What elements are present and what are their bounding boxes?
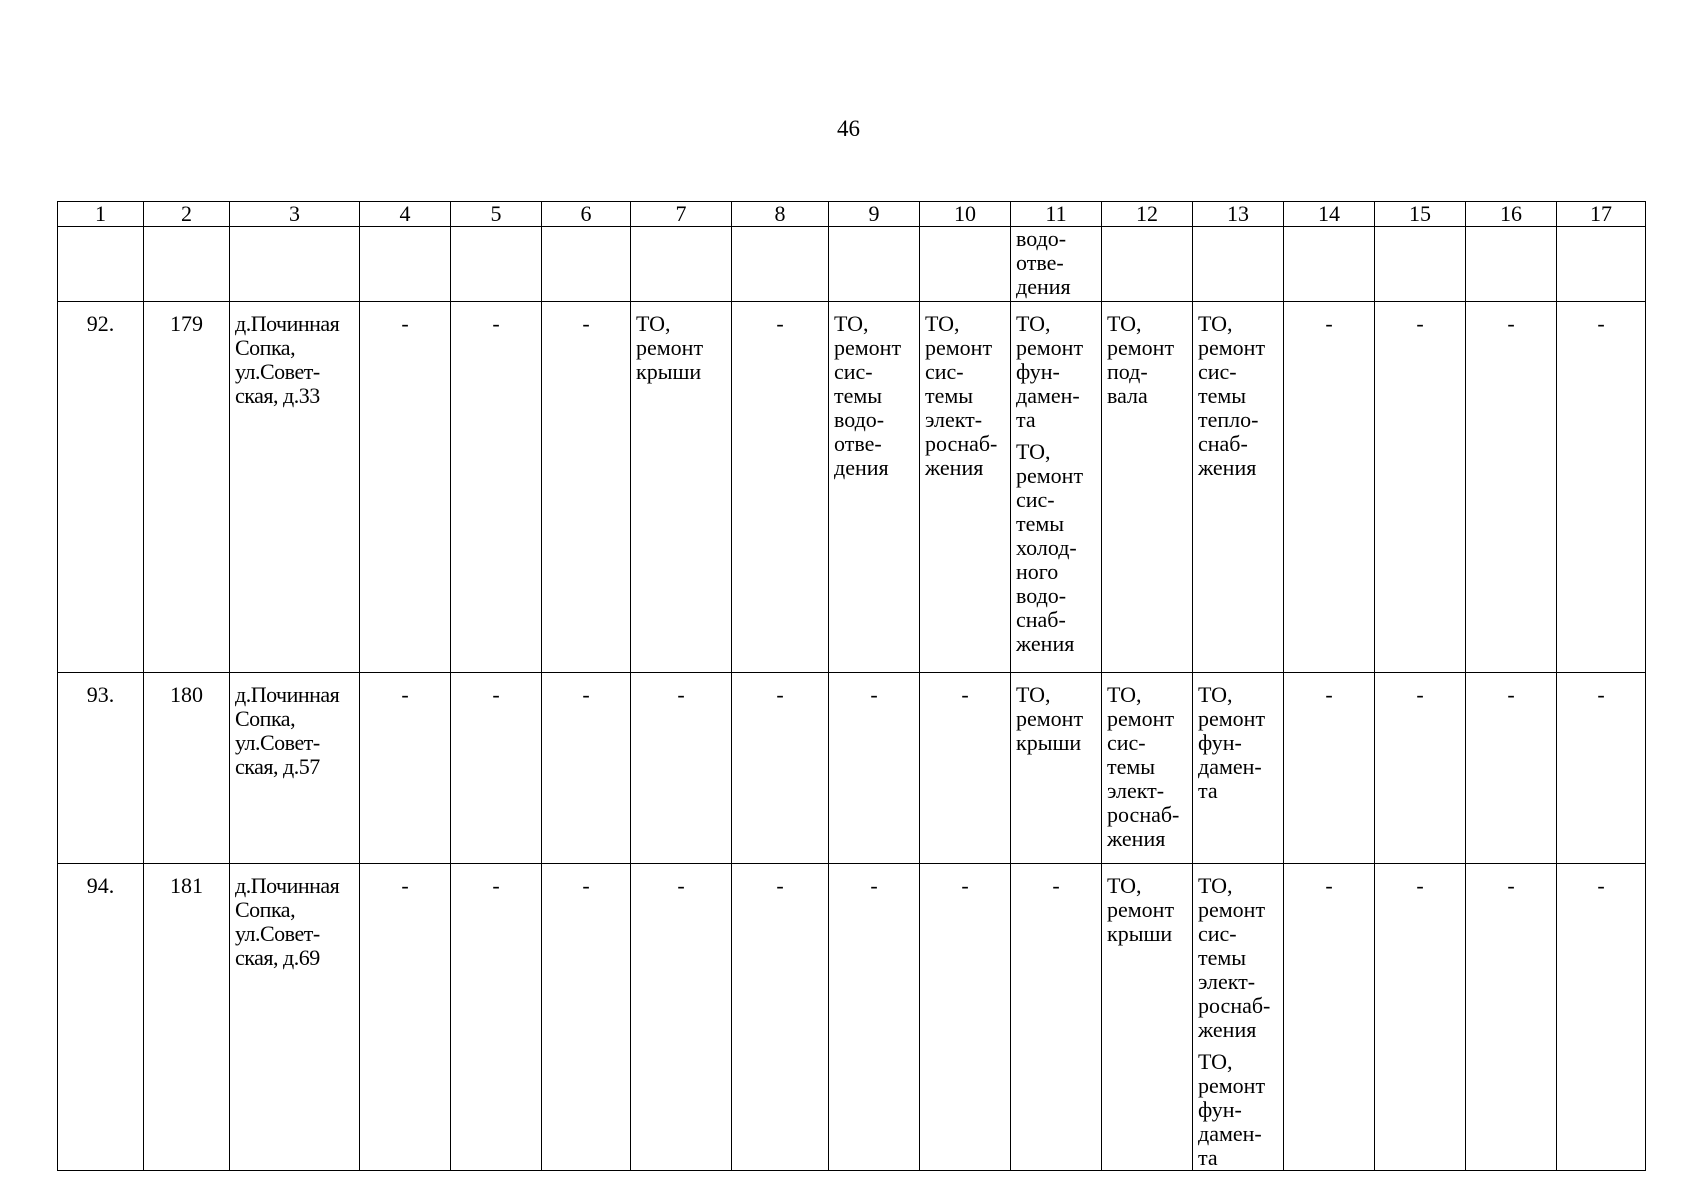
- column-header: 7: [631, 202, 732, 227]
- table-cell: -: [360, 302, 451, 673]
- table-cell: -: [732, 864, 829, 1171]
- table-cell: ТО, ремонт сис- темы элект- роснаб- жения: [1102, 673, 1193, 864]
- table-cell: -: [360, 864, 451, 1171]
- column-header: 11: [1011, 202, 1102, 227]
- table-cell: -: [732, 302, 829, 673]
- table-row: [58, 673, 1646, 864]
- table-cell: [451, 227, 542, 302]
- table-cell: -: [631, 864, 732, 1171]
- table-cell: -: [1557, 302, 1646, 673]
- table-cell: [1284, 227, 1375, 302]
- table-cell: -: [631, 673, 732, 864]
- column-header: 15: [1375, 202, 1466, 227]
- column-header: 12: [1102, 202, 1193, 227]
- column-header: 4: [360, 202, 451, 227]
- table-cell: ТО, ремонт сис- темы водо- отве- дения: [829, 302, 920, 673]
- column-header: 14: [1284, 202, 1375, 227]
- table-cell: -: [732, 673, 829, 864]
- table-cell: -: [1375, 302, 1466, 673]
- table-cell: водо- отве- дения: [1011, 227, 1102, 302]
- repair-schedule-table: [57, 201, 1646, 1171]
- table-cell: -: [451, 864, 542, 1171]
- table-cell: -: [1466, 864, 1557, 1171]
- table-cell: -: [1284, 302, 1375, 673]
- continuation-row: [58, 227, 1646, 302]
- table-cell: [1193, 864, 1284, 1171]
- work-entry: ТО, ремонт фун- дамен- та: [1198, 1049, 1266, 1170]
- table-cell: -: [1011, 864, 1102, 1171]
- table-cell: -: [451, 302, 542, 673]
- row-number: 94.: [58, 864, 144, 1171]
- column-header: 17: [1557, 202, 1646, 227]
- address: д.Починная Сопка, ул.Совет- ская, д.33: [230, 302, 360, 673]
- table-cell: ТО, ремонт крыши: [1102, 864, 1193, 1171]
- table-cell: -: [451, 673, 542, 864]
- table-cell: [1466, 227, 1557, 302]
- table-cell: [1375, 227, 1466, 302]
- column-header: 16: [1466, 202, 1557, 227]
- table-cell: [631, 227, 732, 302]
- column-header: 9: [829, 202, 920, 227]
- column-header: 5: [451, 202, 542, 227]
- table-cell: -: [1375, 864, 1466, 1171]
- table-cell: -: [360, 673, 451, 864]
- table-cell: -: [829, 673, 920, 864]
- work-entry: ТО, ремонт сис- темы холод- ного водо- снаб- жения: [1016, 439, 1084, 656]
- table-cell: [732, 227, 829, 302]
- table-cell: [1557, 227, 1646, 302]
- table-cell: -: [542, 864, 631, 1171]
- column-header: 10: [920, 202, 1011, 227]
- table-row: [58, 864, 1646, 1171]
- table-cell: -: [1557, 673, 1646, 864]
- table-cell: [144, 227, 230, 302]
- table-cell: ТО, ремонт под- вала: [1102, 302, 1193, 673]
- house-code: 179: [144, 302, 230, 673]
- table-cell: [58, 227, 144, 302]
- table-cell: -: [1557, 864, 1646, 1171]
- column-number-row: [58, 202, 1646, 227]
- column-header: 2: [144, 202, 230, 227]
- house-code: 181: [144, 864, 230, 1171]
- table-cell: [360, 227, 451, 302]
- page-number: 46: [837, 116, 860, 141]
- table-cell: [1193, 227, 1284, 302]
- table-cell: -: [920, 673, 1011, 864]
- table-cell: ТО, ремонт крыши: [1011, 673, 1102, 864]
- table-cell: -: [1284, 673, 1375, 864]
- table-cell: -: [542, 302, 631, 673]
- column-header: 13: [1193, 202, 1284, 227]
- table-cell: ТО, ремонт сис- темы элект- роснаб- жения: [920, 302, 1011, 673]
- table-cell: [1102, 227, 1193, 302]
- table-cell: ТО, ремонт фун- дамен- та: [1193, 673, 1284, 864]
- house-code: 180: [144, 673, 230, 864]
- work-entry: ТО, ремонт сис- темы элект- роснаб- жения: [1198, 873, 1271, 1042]
- table-row: [58, 302, 1646, 673]
- row-number: 92.: [58, 302, 144, 673]
- address: д.Починная Сопка, ул.Совет- ская, д.69: [230, 864, 360, 1171]
- column-header: 6: [542, 202, 631, 227]
- table-cell: ТО, ремонт крыши: [631, 302, 732, 673]
- work-entry: ТО, ремонт фун- дамен- та: [1016, 311, 1084, 432]
- table-cell: -: [1284, 864, 1375, 1171]
- table-cell: -: [829, 864, 920, 1171]
- column-header: 1: [58, 202, 144, 227]
- table-cell: -: [1466, 302, 1557, 673]
- table-cell: -: [1375, 673, 1466, 864]
- table-cell: -: [542, 673, 631, 864]
- table-cell: -: [1466, 673, 1557, 864]
- table-cell: [920, 227, 1011, 302]
- table-cell: ТО, ремонт сис- темы тепло- снаб- жения: [1193, 302, 1284, 673]
- table-cell: [1011, 302, 1102, 673]
- column-header: 3: [230, 202, 360, 227]
- table-cell: [230, 227, 360, 302]
- table-cell: [829, 227, 920, 302]
- row-number: 93.: [58, 673, 144, 864]
- column-header: 8: [732, 202, 829, 227]
- address: д.Починная Сопка, ул.Совет- ская, д.57: [230, 673, 360, 864]
- table-cell: [542, 227, 631, 302]
- table-cell: -: [920, 864, 1011, 1171]
